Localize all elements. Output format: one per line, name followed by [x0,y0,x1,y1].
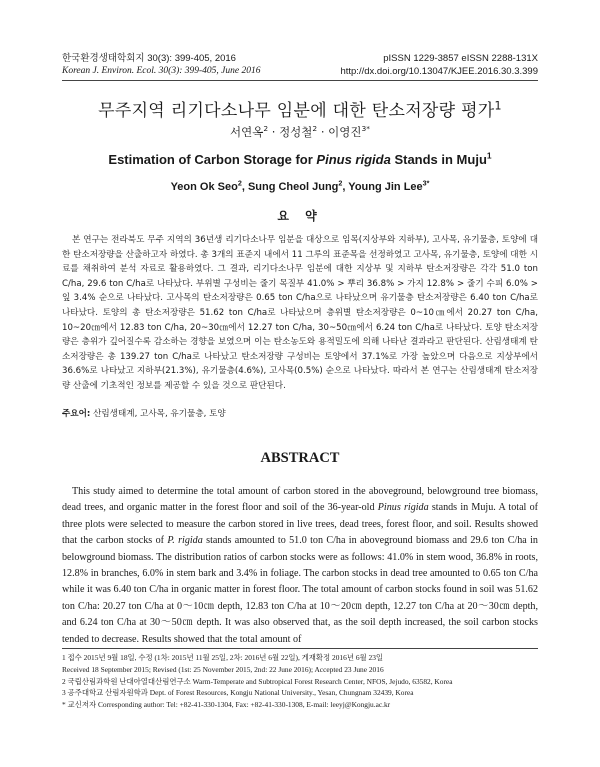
english-abstract-body [62,484,538,648]
footnote-corresponding: * 교신저자 Corresponding author: Tel: +82-41-330-1304, Fax: +82-41-330-1308, E-mail: leeyj@Kongju.ac.kr [62,700,391,710]
author-ko-1-affil: 2 [263,124,269,134]
title-english-footnote-mark: 1 [486,150,492,161]
author-en-1-affil: 2 [237,179,242,188]
author-ko-3: 이영진 [328,125,362,139]
abstract-en-segment-1: This study aimed to determine the total amount of carbon stored in the aboveground, belowground tree biomass, dead trees, and organic matter in the forest floor and soil of the 36-year-old [62,486,538,514]
footnote-3: 3 공주대학교 산림자원학과 Dept. of Forest Resources, Kongju National University., Yesan, Chungnam 32439, Korea [62,688,414,698]
title-korean-footnote-mark: 1 [494,99,502,113]
author-separator: , [342,181,349,193]
journal-citation [62,52,261,78]
authors-korean [0,124,600,140]
keywords-label: 주요어: [62,409,91,419]
abstract-heading: ABSTRACT [260,450,340,466]
author-en-3-affil: 3* [422,179,430,188]
abstract-en-species-2: P. rigida [167,535,203,547]
author-ko-3-affil: 3* [361,124,370,134]
title-english-part2: Stands in Muju [390,152,487,167]
author-en-3: Young Jin Lee [348,181,423,193]
keywords [62,407,538,419]
doi-link[interactable]: http://dx.doi.org/10.13047/KJEE.2016.30.3.399 [340,66,538,77]
author-separator: · [268,125,280,139]
authors-english [0,181,600,193]
title-english [0,152,600,167]
author-ko-2-affil: 2 [312,124,318,134]
author-ko-1: 서연옥 [230,125,264,139]
header-divider [62,80,538,81]
korean-abstract-heading: 요 약 [277,209,323,223]
abstract-en-segment-2: stands in Muju. A total of three plots were selected to measure the carbon stored in live trees, dead trees, forest floor, and soil. Results showed that the carbon stocks of [62,502,538,547]
keywords-text: 산림생태계, 고사목, 유기물층, 토양 [90,409,226,419]
footnotes [62,652,538,711]
footnote-1-ko: 1 접수 2015년 9월 18일, 수정 (1차: 2015년 11월 25일, 2차: 2016년 6월 22일), 게재확정 2016년 6월 23일 [62,653,384,662]
author-en-2: Sung Cheol Jung [247,181,339,193]
title-english-part1: Estimation of Carbon Storage for [108,152,317,167]
issn-doi-block [340,52,538,78]
title-english-species: Pinus rigida [316,152,391,167]
author-en-2-affil: 2 [338,179,343,188]
issn: pISSN 1229-3857 eISSN 2288-131X [383,53,538,64]
footnote-divider [62,648,538,649]
author-separator: , [241,181,248,193]
journal-citation-ko: 한국환경생태학회지 30(3): 399-405, 2016 [62,53,236,64]
korean-abstract-body: 본 연구는 전라북도 무주 지역의 36년생 리기다소나무 임분을 대상으로 임목(지상부와 지하부), 고사목, 유기물층, 토양에 대한 탄소저장량을 산출하고자 하였다. 총 3개의 표준지 내에서 11 그루의 표준목을 선정하였고 고사목, 유기물층, 토양에 대한 시료를 채취하여 분석 자료로 활용하였다. 그 결과, 리기다소나무 임분에 대한 지상부 및 지하부 탄소저장량은 각각 51.0 ton C/ha, 29.6 ton C/ha로 나타났다. 부위별 구성비는 줄기 목질부 41.0% > 뿌리 36.8% > 가지 12.8% > 줄기 수피 6.0% > 잎 3.4% 순으로 나타났다. 고사목의 탄소저장량은 0.65 ton C/ha으로 나타났으며 유기물층 탄소저장량은 6.40 ton C/ha로 나타났다. 토양의 총 탄소저장량은 51.62 ton C/ha로 나타났으며 층위별 탄소저장량은 0~10㎝에서 20.27 ton C/ha, 10~20㎝에서 12.83 ton C/ha, 20~30㎝에서 12.27 ton C/ha, 30~50㎝에서 6.24 ton C/ha로 나타났다. 토양 탄소저장량은 층위가 깊어질수록 감소하는 경향을 보였으며 이는 탄소농도와 용적밀도에 의해 나타난 결과라고 판단된다. 산림생태계 탄소저장량은 총 139.27 ton C/ha로 나타났고 탄소저장량 구성비는 토양에서 37.1%로 가장 높았으며 다음으로 지상부에서 36.6%로 나타났고 지하부(21.3%), 유기물층(4.6%), 고사목(0.5%) 순으로 나타났다. 따라서 본 연구는 산림생태계 탄소저장량 산출에 기초적인 정보를 제공할 수 있을 것으로 판단된다. [62,235,538,391]
journal-citation-en: Korean J. Environ. Ecol. 30(3): 399-405, June 2016 [62,66,261,76]
author-ko-2: 정성철 [279,125,313,139]
abstract-en-species-1: Pinus rigida [377,502,429,514]
footnote-2: 2 국립산림과학원 난대아열대산림연구소 Warm-Temperate and Subtropical Forest Research Center, NFOS, Jejudo, 63582, Korea [62,676,453,686]
author-separator: · [317,125,329,139]
abstract-en-segment-3: stands amounted to 51.0 ton C/ha in aboveground biomass and 29.6 ton C/ha in belowground biomass. The distribution ratios of carbon stocks were as follows: 41.0% in stem wood, 36.8% in roots, 12.8% in branches, 6.0% in stem bark and 3.4% in foliage. The carbon stocks in dead tree amounted to 0.65 ton C/ha while it was 6.40 ton C/ha in organic matter in forest floor. The total amount of carbon stocks found in soil was 51.62 ton C/ha: 20.27 ton C/ha at 0～10㎝ depth, 12.83 ton C/ha at 10～20㎝ depth, 12.27 ton C/ha at 20～30㎝ depth, and 6.24 ton C/ha at 30～50㎝ depth. It was also observed that, as the soil depth increased, the soil carbon stocks tended to decrease. Results showed that the total amount of [62,535,538,645]
title-korean [0,96,600,121]
author-en-1: Yeon Ok Seo [170,181,238,193]
title-korean-text: 무주지역 리기다소나무 임분에 대한 탄소저장량 평가 [98,101,495,121]
footnote-1-en: Received 18 September 2015; Revised (1st: 25 November 2015, 2nd: 22 June 2016); Accepted 23 June 2016 [62,664,384,674]
